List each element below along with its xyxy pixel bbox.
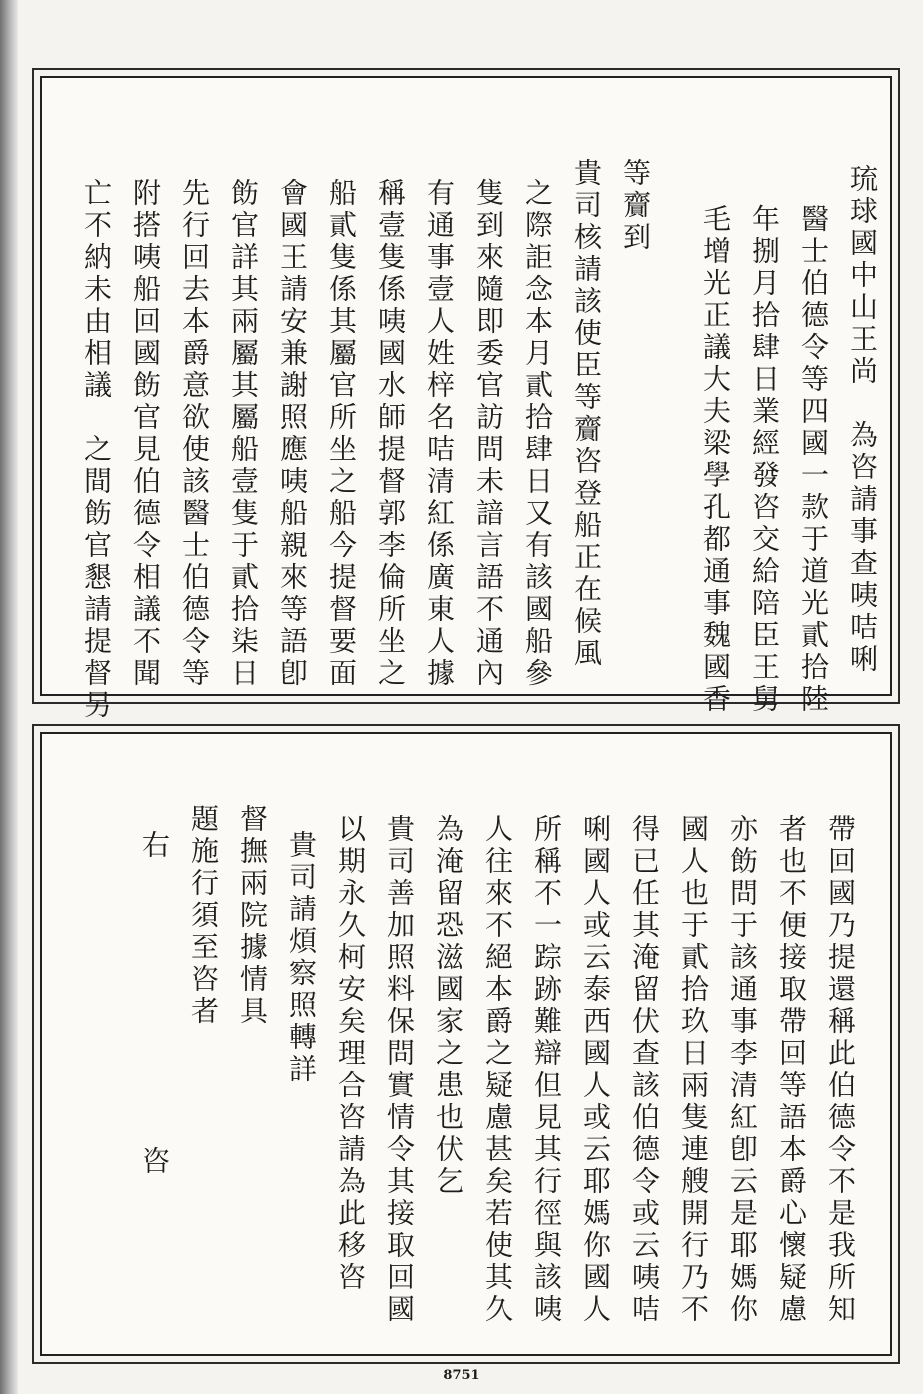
text-column: 題施行須至咨者 bbox=[187, 804, 220, 1028]
upper-document-panel bbox=[40, 76, 892, 722]
text-column: 會國王請安兼謝照應咦船親來等語卽 bbox=[276, 178, 309, 690]
text-column: 琉球國中山王尚 為咨請事查咦咭唎 bbox=[846, 164, 879, 676]
text-column: 之際詎念本月貳拾肆日又有該國船參 bbox=[521, 178, 554, 690]
text-column: 稱壹隻係咦國水師提督郭李倫所坐之 bbox=[374, 178, 407, 690]
text-column: 附搭咦船回國飭官見伯德令相議不聞 bbox=[129, 178, 162, 690]
lower-document-panel bbox=[40, 732, 892, 1356]
text-column: 唎國人或云泰西國人或云耶媽你國人 bbox=[579, 814, 612, 1326]
text-column: 隻到來隨即委官訪問未諳言語不通內 bbox=[472, 178, 505, 690]
text-column: 帶回國乃提還稱此伯德令不是我所知 bbox=[824, 814, 857, 1326]
text-column: 所稱不一踪跡難辯但見其行徑與該咦 bbox=[530, 814, 563, 1326]
text-column: 貴司請煩察照轉詳 bbox=[285, 830, 318, 1086]
text-column: 貴司核請該使臣等齎咨登船正在候風 bbox=[570, 158, 603, 670]
text-column: 先行回去本爵意欲使該醫士伯德令等 bbox=[178, 178, 211, 690]
text-column: 毛增光正議大夫梁學孔都通事魏國香 bbox=[699, 204, 732, 716]
text-column: 右 bbox=[138, 830, 171, 862]
text-column: 亦飭問于該通事李清紅卽云是耶媽你 bbox=[726, 814, 759, 1326]
text-column: 亡不納未由相議 之間飭官懇請提督另 bbox=[80, 178, 113, 722]
page-number: 8751 bbox=[443, 1368, 480, 1383]
book-spine-shadow bbox=[0, 0, 18, 1394]
text-column: 國人也于貳拾玖日兩隻連艘開行乃不 bbox=[677, 814, 710, 1326]
text-column: 者也不便接取帶回等語本爵心懷疑慮 bbox=[775, 814, 808, 1326]
text-column: 得已任其淹留伏查該伯德令或云咦咭 bbox=[628, 814, 661, 1326]
text-column: 人往來不絕本爵之疑慮甚矣若使其久 bbox=[481, 814, 514, 1326]
text-column: 貴司善加照料保問實情令其接取回國 bbox=[383, 814, 416, 1326]
text-column: 等齎到 bbox=[619, 158, 652, 254]
text-column: 年捌月拾肆日業經發咨交給陪臣王舅 bbox=[748, 204, 781, 716]
text-column: 咨 bbox=[138, 1146, 171, 1178]
text-column: 船貳隻係其屬官所坐之船今提督要面 bbox=[325, 178, 358, 690]
text-column: 為淹留恐滋國家之患也伏乞 bbox=[432, 814, 465, 1198]
text-column: 有通事壹人姓梓名咭清紅係廣東人據 bbox=[423, 178, 456, 690]
text-column: 飭官詳其兩屬其屬船壹隻于貳拾柒日 bbox=[227, 178, 260, 690]
text-column: 醫士伯德令等四國一款于道光貳拾陸 bbox=[797, 204, 830, 716]
text-column: 督撫兩院據情具 bbox=[236, 804, 269, 1028]
text-column: 以期永久柯安矣理合咨請為此移咨 bbox=[334, 814, 367, 1294]
